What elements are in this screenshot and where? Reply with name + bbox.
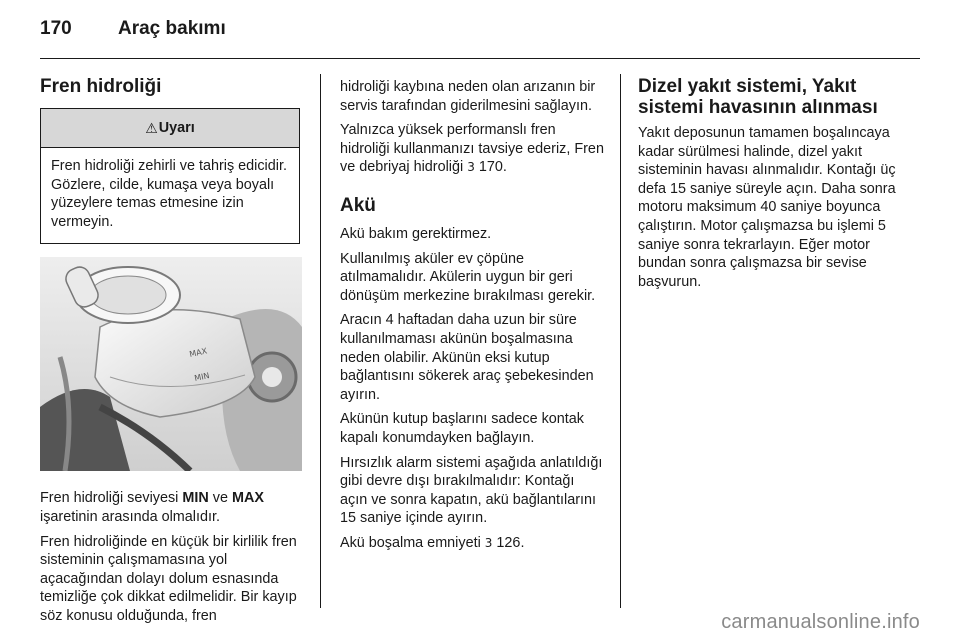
watermark: carmanualsonline.info bbox=[721, 611, 920, 633]
paragraph-discharge: Aracın 4 haftadan daha uzun bir süre kullanılmaması akünün boşalmasına neden olabilir. Akünün eksi kutup bağlantısını sökerek araç şebekesinden ayırın. bbox=[340, 312, 594, 403]
warning-triangle-icon: ⚠ bbox=[145, 119, 158, 136]
warning-text: Fren hidroliği zehirli ve tahriş edicidir. Gözlere, cilde, kumaşa veya boyalı yüzeylere temas etmesine izin vermeyin. bbox=[51, 158, 287, 230]
warning-header bbox=[41, 109, 299, 148]
header-rule bbox=[40, 58, 920, 59]
paragraph-disposal: Kullanılmış aküler ev çöpüne atılmamalıdır. Akülerin uygun bir geri dönüşüm merkezine bırakılması gerekir. bbox=[340, 250, 596, 304]
column-2 bbox=[340, 78, 604, 558]
paragraph-fluid-loss: hidroliği kaybına neden olan arızanın bir servis tarafından giderilmesini sağlayın. bbox=[340, 79, 596, 114]
max-term: MAX bbox=[231, 490, 264, 507]
section-heading-diesel: Dizel yakıt sistemi, Yakıt sistemi havasının alınması bbox=[638, 76, 878, 118]
max-label: MAX bbox=[188, 346, 208, 360]
min-term: MIN bbox=[182, 490, 209, 507]
paragraph-terminals: Akünün kutup başlarını sadece kontak kapalı konumdayken bağlayın. bbox=[340, 411, 585, 446]
column-divider-2 bbox=[620, 74, 621, 608]
page-link-126[interactable]: 126 bbox=[496, 534, 521, 551]
column-1 bbox=[40, 76, 302, 632]
page-reference-icon: 3 bbox=[467, 160, 475, 175]
column-divider-1 bbox=[320, 74, 321, 608]
warning-box bbox=[40, 108, 300, 244]
section-heading-battery: Akü bbox=[340, 194, 376, 216]
column-3 bbox=[638, 76, 920, 297]
page-number: 170 bbox=[40, 18, 72, 39]
page-header bbox=[40, 18, 226, 48]
page-reference-icon: 3 bbox=[484, 535, 493, 550]
page-link-170[interactable]: 170 bbox=[478, 159, 503, 176]
brake-fluid-reservoir-photo bbox=[40, 257, 302, 471]
paragraph-recommendation: Yalnızca yüksek performanslı fren hidroliği kullanmanızı tavsiye ederiz, Fren ve debriyaj hidroliği 3 170. bbox=[340, 122, 604, 176]
min-label: MIN bbox=[193, 371, 211, 384]
page-title: Araç bakımı bbox=[118, 18, 226, 39]
paragraph-contamination: Fren hidroliğinde en küçük bir kirlilik fren sisteminin çalışmamasına yol açacağından dolayı dolum esnasında temizliğe çok dikkat edilmelidir. Bir kayıp söz konusu olduğunda, fren bbox=[40, 533, 297, 624]
section-heading-brake-fluid: Fren hidroliği bbox=[40, 76, 162, 97]
paragraph-alarm: Hırsızlık alarm sistemi aşağıda anlatıldığı gibi devre dışı bırakılmalıdır: Kontağı açın ve sonra kapatın, akü bağlantılarını 15 saniye içinde ayırın. bbox=[340, 454, 603, 527]
warning-title: Uyarı bbox=[158, 119, 195, 136]
paragraph-diesel-bleeding: Yakıt deposunun tamamen boşalıncaya kadar sürülmesi halinde, dizel yakıt sisteminin havası alınmalıdır. Kontağı üç defa 15 saniye süreyle açın. Daha sonra motoru maksimum 40 saniye boyunca çalıştırın. Motor çalışmazsa bu işlemi 5 saniye sonra tekrarlayın. Eğer motor bundan sonra çalışmazsa bir sevise başvurun. bbox=[638, 125, 896, 290]
paragraph-fluid-level: Fren hidroliği seviyesi MIN ve MAX işaretinin arasında olmalıdır. bbox=[40, 490, 264, 525]
paragraph-maintenance-free: Akü bakım gerektirmez. bbox=[340, 225, 492, 242]
reservoir-illustration bbox=[40, 257, 302, 471]
paragraph-discharge-protection: Akü boşalma emniyeti 3 126. bbox=[340, 534, 525, 551]
